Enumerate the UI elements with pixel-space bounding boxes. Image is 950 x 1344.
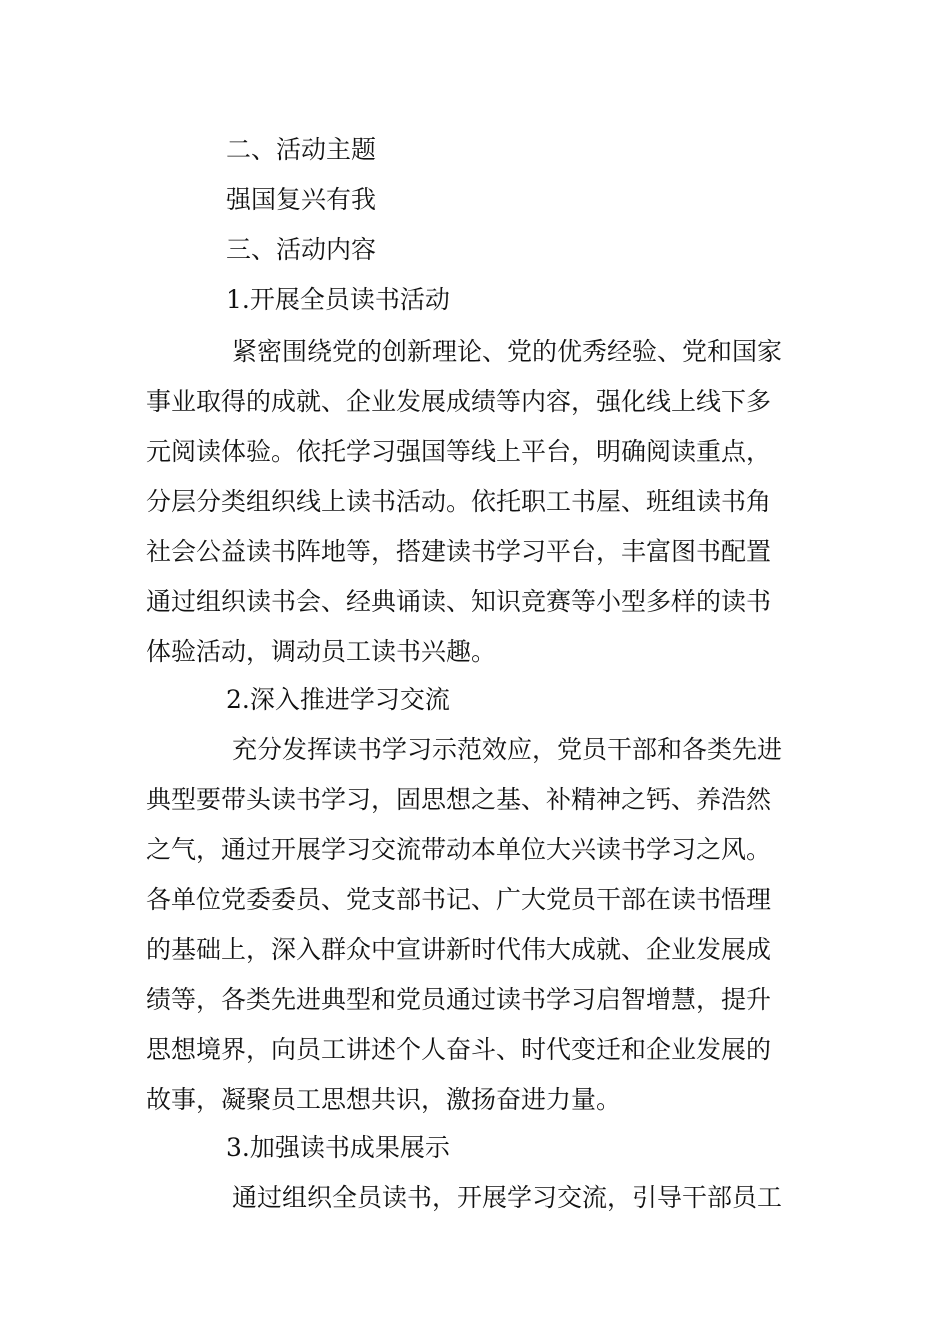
paragraph-line: 体验活动，调动员工读书兴趣。: [146, 637, 497, 666]
paragraph-line: 故事，凝聚员工思想共识，激扬奋进力量。: [146, 1085, 622, 1114]
paragraph-line: 典型要带头读书学习，固思想之基、补精神之钙、养浩然: [146, 785, 772, 814]
paragraph-line: 紧密围绕党的创新理论、党的优秀经验、党和国家: [232, 337, 783, 366]
paragraph-line: 事业取得的成就、企业发展成绩等内容，强化线上线下多: [146, 387, 772, 416]
paragraph-line: 各单位党委委员、党支部书记、广大党员干部在读书悟理: [146, 885, 772, 914]
section-heading-activity-content: 三、活动内容: [226, 235, 377, 264]
item-title-reading-results: 3.加强读书成果展示: [226, 1133, 450, 1162]
paragraph-line: 社会公益读书阵地等，搭建读书学习平台，丰富图书配置: [146, 537, 772, 566]
paragraph-line: 的基础上，深入群众中宣讲新时代伟大成就、企业发展成: [146, 935, 772, 964]
paragraph-line: 思想境界，向员工讲述个人奋斗、时代变迁和企业发展的: [146, 1035, 772, 1064]
paragraph-line: 分层分类组织线上读书活动。依托职工书屋、班组读书角: [146, 487, 772, 516]
paragraph-line: 充分发挥读书学习示范效应，党员干部和各类先进: [232, 735, 783, 764]
paragraph-line: 通过组织读书会、经典诵读、知识竞赛等小型多样的读书: [146, 587, 772, 616]
paragraph-line: 元阅读体验。依托学习强国等线上平台，明确阅读重点，: [146, 437, 772, 466]
paragraph-line: 通过组织全员读书，开展学习交流，引导干部员工: [232, 1183, 783, 1212]
paragraph-line: 之气，通过开展学习交流带动本单位大兴读书学习之风。: [146, 835, 772, 864]
section-heading-activity-theme: 二、活动主题: [226, 135, 377, 164]
activity-theme-text: 强国复兴有我: [226, 185, 377, 214]
item-title-learning-exchange: 2.深入推进学习交流: [226, 685, 450, 714]
item-title-reading-activity: 1.开展全员读书活动: [226, 285, 450, 314]
paragraph-line: 绩等，各类先进典型和党员通过读书学习启智增慧，提升: [146, 985, 772, 1014]
